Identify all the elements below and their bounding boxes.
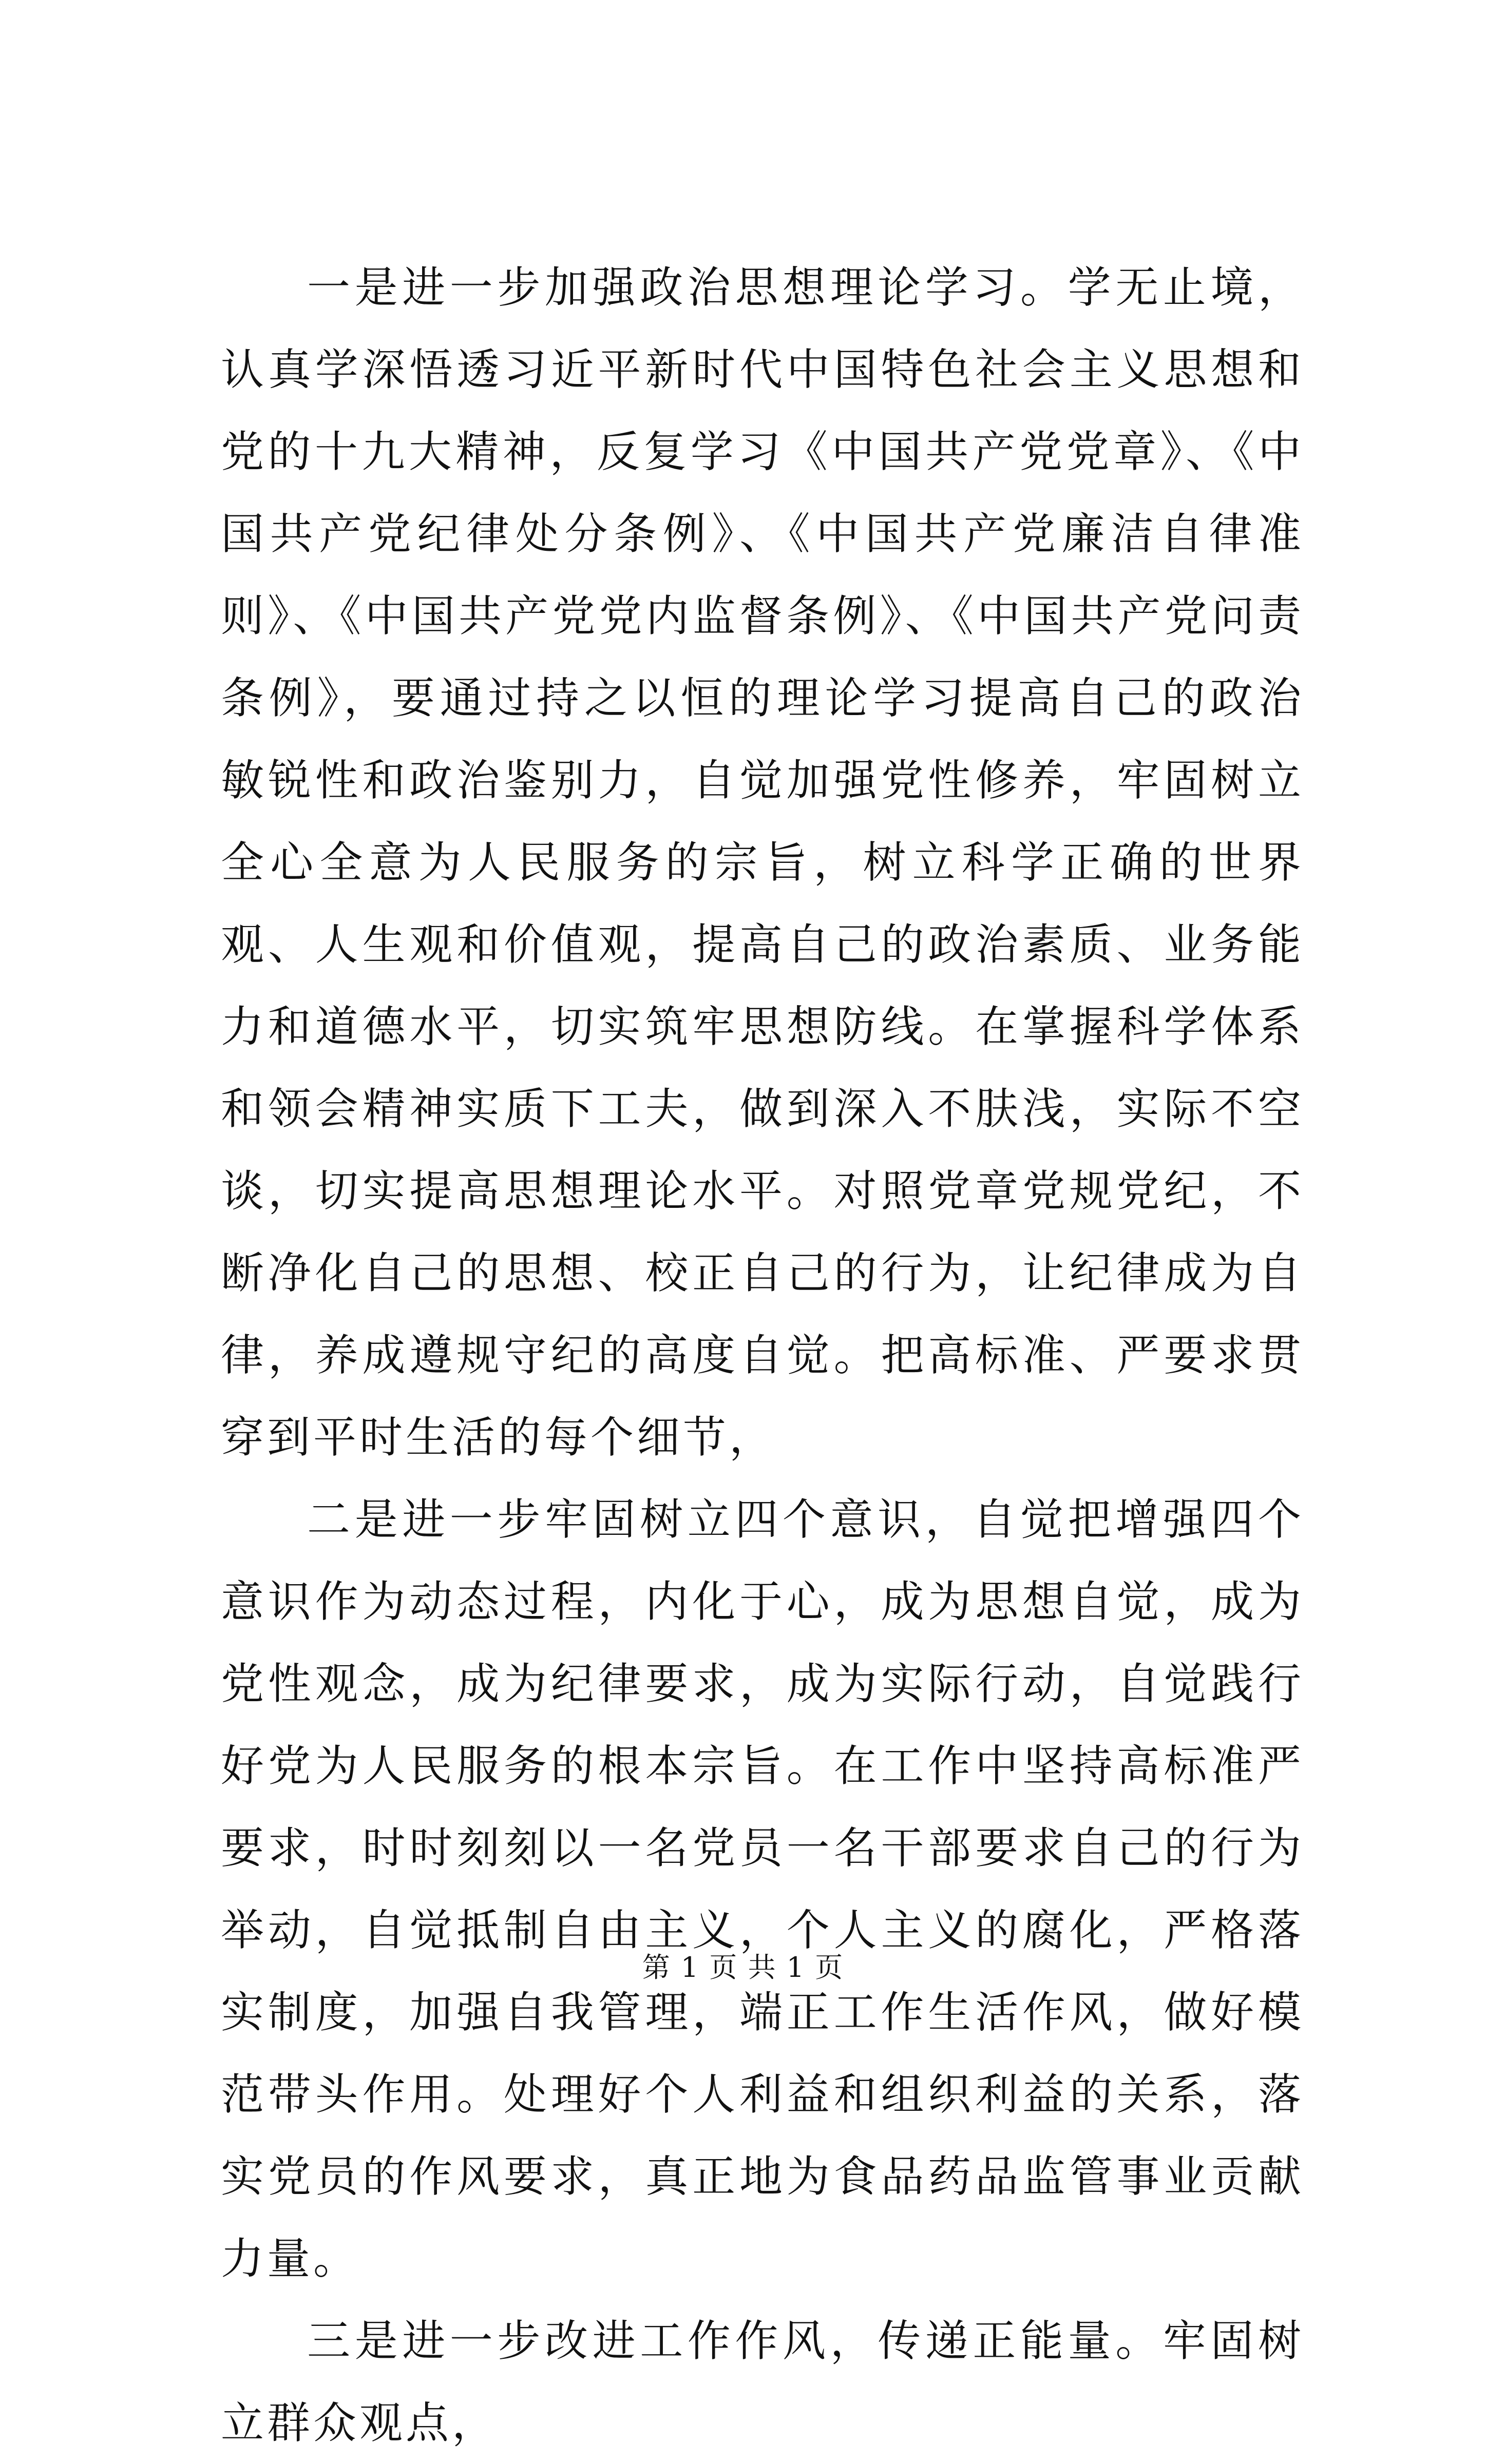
paragraph-3: 三是进一步改进工作作风，传递正能量。牢固树立群众观点， <box>221 2316 1304 2448</box>
paragraph-1: 一是进一步加强政治思想理论学习。学无止境，认真学深悟透习近平新时代中国特色社会主义思想和党的十九大精神，反复学习《中国共产党党章》、《中国共产党纪律处分条例》、《中国共产党廉洁自律准则》、《中国共产党党内监督条例》、《中国共产党问责条例》，要通过持之以恒的理论学习提高自己的政治敏锐性和政治鉴别力，自觉加强党性修养，牢固树立全心全意为人民服务的宗旨，树立科学正确的世界观、人生观和价值观，提高自己的政治素质、业务能力和道德水平，切实筑牢思想防线。在掌握科学体系和领会精神实质下工夫，做到深入不肤浅，实际不空谈，切实提高思想理论水平。对照党章党规党纪，不断净化自己的思想、校正自己的行为，让纪律成为自律，养成遵规守纪的高度自觉。把高标准、严要求贯穿到平时生活的每个细节， <box>221 262 1304 1462</box>
paragraph-2: 二是进一步牢固树立四个意识，自觉把增强四个意识作为动态过程，内化于心，成为思想自觉，成为党性观念，成为纪律要求，成为实际行动，自觉践行好党为人民服务的根本宗旨。在工作中坚持高标准严要求，时时刻刻以一名党员一名干部要求自己的行为举动，自觉抵制自由主义，个人主义的腐化，严格落实制度，加强自我管理，端正工作生活作风，做好模范带头作用。处理好个人利益和组织利益的关系，落实党员的作风要求，真正地为食品药品监管事业贡献力量。 <box>221 1494 1304 2284</box>
document-body <box>221 246 1304 2464</box>
page-footer: 第 1 页 共 1 页 <box>642 1951 844 1984</box>
